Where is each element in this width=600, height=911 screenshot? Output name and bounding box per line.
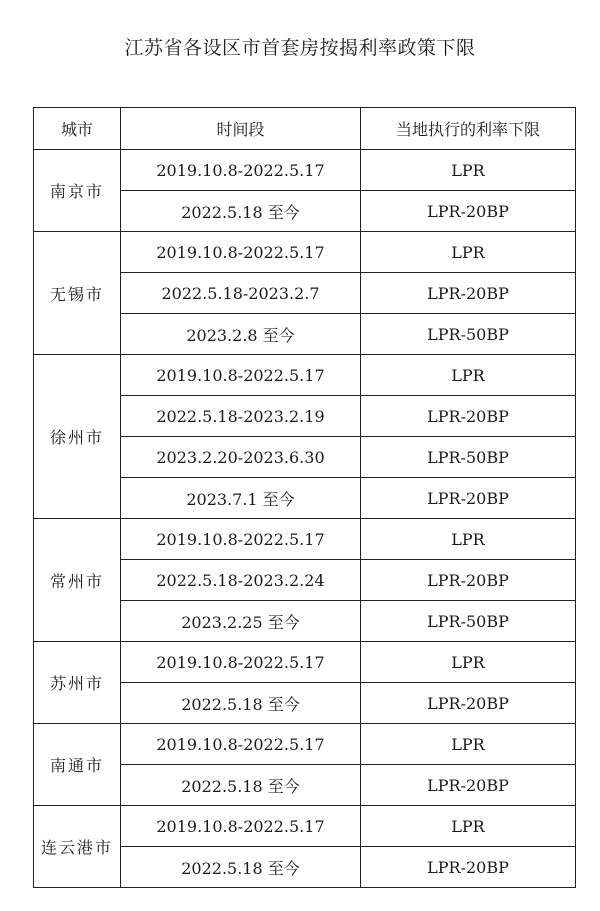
period-cell: 2023.2.8 至今 (121, 314, 361, 355)
period-cell: 2019.10.8-2022.5.17 (121, 519, 361, 560)
table-row (34, 150, 576, 191)
city-cell: 南通市 (34, 724, 121, 806)
rate-table (33, 107, 576, 888)
rate-cell: LPR (361, 150, 576, 191)
table-row (34, 519, 576, 560)
period-cell: 2022.5.18 至今 (121, 191, 361, 232)
rate-cell: LPR (361, 642, 576, 683)
period-cell: 2019.10.8-2022.5.17 (121, 150, 361, 191)
period-cell: 2022.5.18 至今 (121, 765, 361, 806)
period-cell: 2022.5.18-2023.2.19 (121, 396, 361, 437)
period-cell: 2022.5.18-2023.2.24 (121, 560, 361, 601)
city-cell: 徐州市 (34, 355, 121, 519)
table-row (34, 724, 576, 765)
header-rate: 当地执行的利率下限 (361, 108, 576, 150)
rate-cell: LPR-20BP (361, 478, 576, 519)
table-row (34, 806, 576, 847)
city-cell: 常州市 (34, 519, 121, 642)
period-cell: 2019.10.8-2022.5.17 (121, 724, 361, 765)
header-period: 时间段 (121, 108, 361, 150)
table-row (34, 355, 576, 396)
period-cell: 2022.5.18-2023.2.7 (121, 273, 361, 314)
period-cell: 2019.10.8-2022.5.17 (121, 232, 361, 273)
period-cell: 2023.2.20-2023.6.30 (121, 437, 361, 478)
period-cell: 2019.10.8-2022.5.17 (121, 806, 361, 847)
rate-cell: LPR-20BP (361, 396, 576, 437)
rate-cell: LPR (361, 806, 576, 847)
rate-cell: LPR-50BP (361, 601, 576, 642)
city-cell: 南京市 (34, 150, 121, 232)
rate-cell: LPR-20BP (361, 191, 576, 232)
table-body (34, 150, 576, 888)
rate-cell: LPR-20BP (361, 273, 576, 314)
period-cell: 2022.5.18 至今 (121, 683, 361, 724)
rate-cell: LPR-20BP (361, 683, 576, 724)
rate-cell: LPR (361, 724, 576, 765)
page-title: 江苏省各设区市首套房按揭利率政策下限 (124, 37, 476, 59)
period-cell: 2023.7.1 至今 (121, 478, 361, 519)
rate-cell: LPR (361, 232, 576, 273)
table-row (34, 642, 576, 683)
rate-cell: LPR (361, 519, 576, 560)
table-row (34, 232, 576, 273)
rate-cell: LPR-50BP (361, 314, 576, 355)
city-cell: 无锡市 (34, 232, 121, 355)
period-cell: 2019.10.8-2022.5.17 (121, 642, 361, 683)
table-header-row (34, 108, 576, 150)
rate-cell: LPR (361, 355, 576, 396)
city-cell: 苏州市 (34, 642, 121, 724)
rate-cell: LPR-50BP (361, 437, 576, 478)
period-cell: 2023.2.25 至今 (121, 601, 361, 642)
city-cell: 连云港市 (34, 806, 121, 888)
period-cell: 2022.5.18 至今 (121, 847, 361, 888)
rate-cell: LPR-20BP (361, 847, 576, 888)
rate-cell: LPR-20BP (361, 765, 576, 806)
period-cell: 2019.10.8-2022.5.17 (121, 355, 361, 396)
rate-cell: LPR-20BP (361, 560, 576, 601)
header-city: 城市 (34, 108, 121, 150)
